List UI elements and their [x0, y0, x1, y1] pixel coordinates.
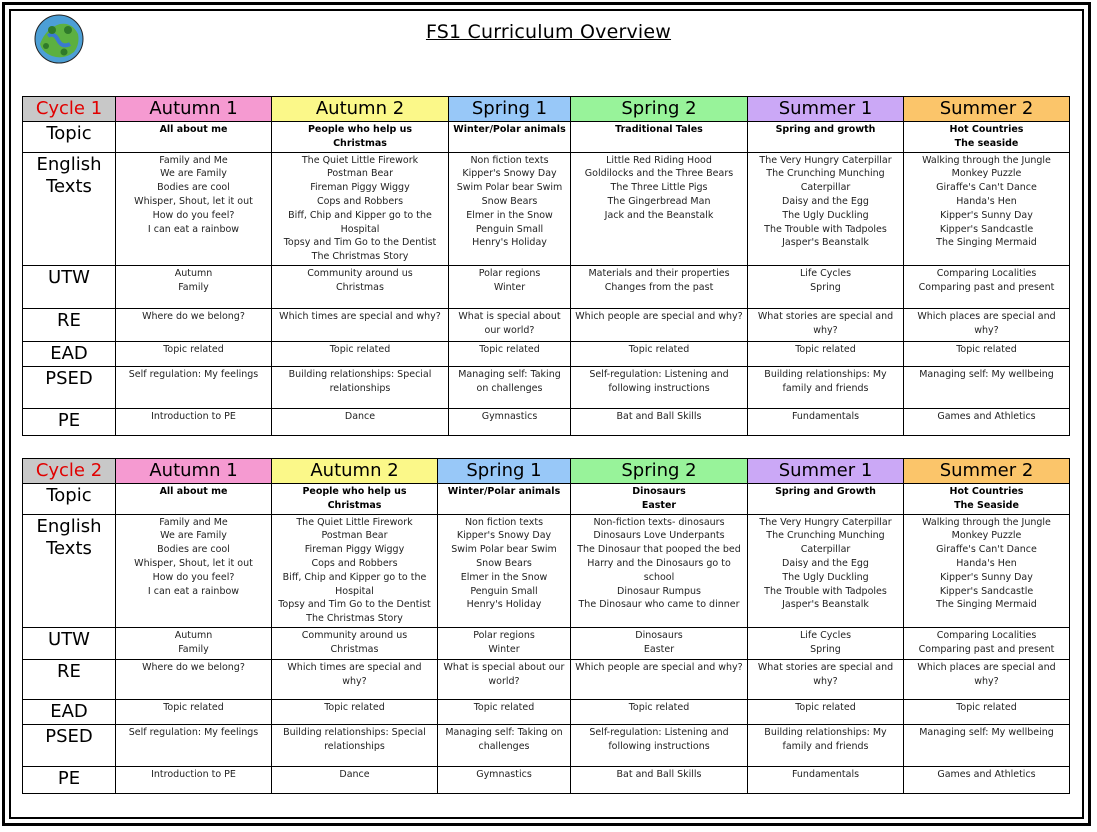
table-row [23, 766, 1070, 793]
table-cell: Family and Me We are Family Bodies are cool Whisper, Shout, let it out How do you feel? I can eat a rainbow [116, 514, 272, 627]
table-cell: Traditional Tales [571, 122, 748, 153]
table-cell: Managing self: Taking on challenges [449, 366, 571, 408]
table-cell: Where do we belong? [116, 659, 272, 699]
row-label-psed: PSED [23, 366, 116, 408]
term-header-spring-2: Spring 2 [571, 459, 748, 484]
table-cell: What is special about our world? [438, 659, 571, 699]
table-cell: Topic related [571, 341, 748, 366]
term-header-summer-2: Summer 2 [904, 459, 1070, 484]
table-cell: Managing self: Taking on challenges [438, 724, 571, 766]
table-cell: People who help us Christmas [272, 484, 438, 515]
table-cell: Managing self: My wellbeing [904, 724, 1070, 766]
table-cell: Self regulation: My feelings [116, 724, 272, 766]
table-row [23, 341, 1070, 366]
table-row [23, 366, 1070, 408]
term-header-spring-1: Spring 1 [449, 97, 571, 122]
table-row [23, 265, 1070, 308]
table-cell: Dinosaurs Easter [571, 484, 748, 515]
table-cell: Self-regulation: Listening and following instructions [571, 366, 748, 408]
cycle-1-table [22, 96, 1070, 436]
table-row [23, 152, 1070, 265]
table-cell: Polar regions Winter [438, 627, 571, 659]
table-cell: Where do we belong? [116, 308, 272, 341]
table-row [23, 308, 1070, 341]
table-cell: Games and Athletics [904, 766, 1070, 793]
table-cell: Life Cycles Spring [748, 265, 904, 308]
table-cell: Which places are special and why? [904, 308, 1070, 341]
table-cell: Gymnastics [449, 408, 571, 435]
table-row [23, 122, 1070, 153]
table-cell: Which places are special and why? [904, 659, 1070, 699]
cycle-label: Cycle 2 [23, 459, 116, 484]
term-header-spring-1: Spring 1 [438, 459, 571, 484]
row-label-topic: Topic [23, 122, 116, 153]
table-cell: Topic related [748, 341, 904, 366]
table-cell: Autumn Family [116, 627, 272, 659]
table-cell: Life Cycles Spring [748, 627, 904, 659]
term-header-summer-1: Summer 1 [748, 97, 904, 122]
table-cell: What is special about our world? [449, 308, 571, 341]
table-cell: Materials and their properties Changes from the past [571, 265, 748, 308]
table-cell: Dance [272, 408, 449, 435]
table-cell: The Very Hungry Caterpillar The Crunching Munching Caterpillar Daisy and the Egg The Ugly Duckling The Trouble with Tadpoles Jasper's Beanstalk [748, 152, 904, 265]
row-label-ead: EAD [23, 699, 116, 724]
term-header-autumn-1: Autumn 1 [116, 459, 272, 484]
table-cell: Spring and Growth [748, 484, 904, 515]
table-cell: Building relationships: My family and friends [748, 724, 904, 766]
table-cell: Winter/Polar animals [438, 484, 571, 515]
table-cell: Comparing Localities Comparing past and present [904, 265, 1070, 308]
table-cell: Self regulation: My feelings [116, 366, 272, 408]
table-cell: Which people are special and why? [571, 659, 748, 699]
table-cell: Topic related [272, 699, 438, 724]
table-cell: Community around us Christmas [272, 627, 438, 659]
row-label-english-texts: English Texts [23, 152, 116, 265]
table-cell: Topic related [449, 341, 571, 366]
table-cell: Hot Countries The Seaside [904, 484, 1070, 515]
table-cell: What stories are special and why? [748, 659, 904, 699]
table-cell: Topic related [571, 699, 748, 724]
table-cell: Non fiction texts Kipper's Snowy Day Swim Polar bear Swim Snow Bears Elmer in the Snow Penguin Small Henry's Holiday [438, 514, 571, 627]
term-header-row [23, 459, 1070, 484]
table-cell: Family and Me We are Family Bodies are cool Whisper, Shout, let it out How do you feel? I can eat a rainbow [116, 152, 272, 265]
table-row [23, 408, 1070, 435]
table-cell: Gymnastics [438, 766, 571, 793]
table-cell: All about me [116, 122, 272, 153]
table-cell: Fundamentals [748, 766, 904, 793]
table-cell: Bat and Ball Skills [571, 766, 748, 793]
row-label-ead: EAD [23, 341, 116, 366]
table-cell: Introduction to PE [116, 408, 272, 435]
table-cell: Fundamentals [748, 408, 904, 435]
table-cell: Non fiction texts Kipper's Snowy Day Swim Polar bear Swim Snow Bears Elmer in the Snow Penguin Small Henry's Holiday [449, 152, 571, 265]
table-cell: Building relationships: Special relationships [272, 366, 449, 408]
table-row [23, 484, 1070, 515]
table-cell: The Very Hungry Caterpillar The Crunching Munching Caterpillar Daisy and the Egg The Ugly Duckling The Trouble with Tadpoles Jasper's Beanstalk [748, 514, 904, 627]
table-cell: Games and Athletics [904, 408, 1070, 435]
table-cell: All about me [116, 484, 272, 515]
row-label-topic: Topic [23, 484, 116, 515]
table-cell: Building relationships: Special relationships [272, 724, 438, 766]
row-label-pe: PE [23, 408, 116, 435]
table-row [23, 514, 1070, 627]
table-cell: The Quiet Little Firework Postman Bear Fireman Piggy Wiggy Cops and Robbers Biff, Chip and Kipper go to the Hospital Topsy and Tim Go to the Dentist The Christmas Story [272, 152, 449, 265]
table-cell: Introduction to PE [116, 766, 272, 793]
row-label-psed: PSED [23, 724, 116, 766]
row-label-re: RE [23, 308, 116, 341]
table-cell: The Quiet Little Firework Postman Bear Fireman Piggy Wiggy Cops and Robbers Biff, Chip and Kipper go to the Hospital Topsy and Tim Go to the Dentist The Christmas Story [272, 514, 438, 627]
term-header-summer-2: Summer 2 [904, 97, 1070, 122]
row-label-pe: PE [23, 766, 116, 793]
table-cell: Which times are special and why? [272, 659, 438, 699]
table-cell: Topic related [272, 341, 449, 366]
cycle-2-table [22, 458, 1070, 794]
table-cell: Walking through the Jungle Monkey Puzzle Giraffe's Can't Dance Handa's Hen Kipper's Sunny Day Kipper's Sandcastle The Singing Mermaid [904, 152, 1070, 265]
table-cell: Winter/Polar animals [449, 122, 571, 153]
table-cell: Bat and Ball Skills [571, 408, 748, 435]
term-header-autumn-2: Autumn 2 [272, 97, 449, 122]
table-cell: Dance [272, 766, 438, 793]
table-cell: Community around us Christmas [272, 265, 449, 308]
table-row [23, 627, 1070, 659]
row-label-english-texts: English Texts [23, 514, 116, 627]
term-header-summer-1: Summer 1 [748, 459, 904, 484]
table-cell: Autumn Family [116, 265, 272, 308]
table-row [23, 724, 1070, 766]
row-label-re: RE [23, 659, 116, 699]
table-cell: Managing self: My wellbeing [904, 366, 1070, 408]
term-header-row [23, 97, 1070, 122]
table-cell: Topic related [116, 699, 272, 724]
table-cell: Building relationships: My family and friends [748, 366, 904, 408]
table-cell: Comparing Localities Comparing past and present [904, 627, 1070, 659]
table-cell: Topic related [904, 699, 1070, 724]
table-cell: Which people are special and why? [571, 308, 748, 341]
table-row [23, 699, 1070, 724]
table-cell: Self-regulation: Listening and following instructions [571, 724, 748, 766]
table-cell: Spring and growth [748, 122, 904, 153]
term-header-autumn-2: Autumn 2 [272, 459, 438, 484]
table-cell: People who help us Christmas [272, 122, 449, 153]
page-title: FS1 Curriculum Overview [425, 21, 672, 43]
table-row [23, 659, 1070, 699]
table-cell: Topic related [438, 699, 571, 724]
row-label-utw: UTW [23, 627, 116, 659]
table-cell: Non-fiction texts- dinosaurs Dinosaurs Love Underpants The Dinosaur that pooped the bed Harry and the Dinosaurs go to school Dinosaur Rumpus The Dinosaur who came to dinner [571, 514, 748, 627]
row-label-utw: UTW [23, 265, 116, 308]
cycle-label: Cycle 1 [23, 97, 116, 122]
term-header-autumn-1: Autumn 1 [116, 97, 272, 122]
table-cell: Polar regions Winter [449, 265, 571, 308]
table-cell: Which times are special and why? [272, 308, 449, 341]
table-cell: Little Red Riding Hood Goldilocks and the Three Bears The Three Little Pigs The Gingerbread Man Jack and the Beanstalk [571, 152, 748, 265]
table-cell: Dinosaurs Easter [571, 627, 748, 659]
table-cell: Topic related [748, 699, 904, 724]
table-cell: What stories are special and why? [748, 308, 904, 341]
table-cell: Hot Countries The seaside [904, 122, 1070, 153]
table-cell: Topic related [116, 341, 272, 366]
term-header-spring-2: Spring 2 [571, 97, 748, 122]
table-cell: Walking through the Jungle Monkey Puzzle Giraffe's Can't Dance Handa's Hen Kipper's Sunny Day Kipper's Sandcastle The Singing Mermaid [904, 514, 1070, 627]
table-cell: Topic related [904, 341, 1070, 366]
